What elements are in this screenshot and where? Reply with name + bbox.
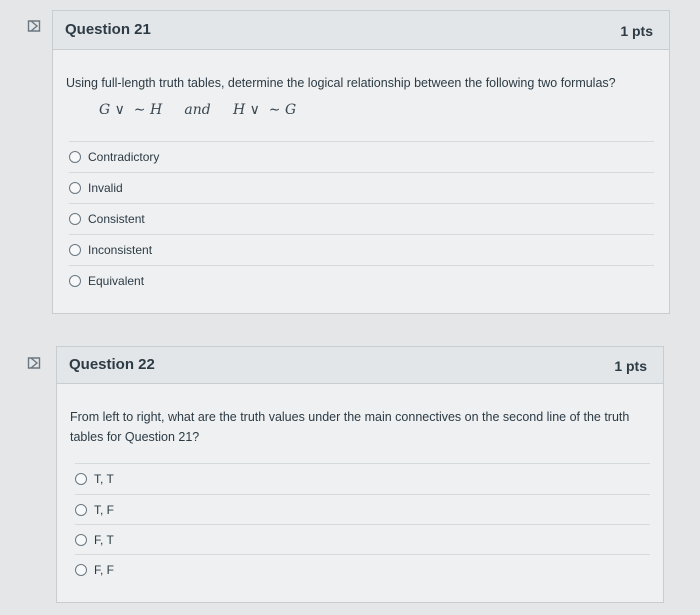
answer-option[interactable] <box>69 141 654 172</box>
question-points: 1 pts <box>620 23 653 39</box>
answer-option[interactable] <box>69 265 654 296</box>
answer-option[interactable] <box>75 494 650 525</box>
question-21-card <box>52 10 670 314</box>
question-prompt: From left to right, what are the truth values under the main connectives on the second line of the truth tables for Question 21? <box>70 410 630 444</box>
answer-option[interactable] <box>75 463 650 494</box>
question-points: 1 pts <box>614 358 647 374</box>
radio-button[interactable] <box>69 275 81 287</box>
question-prompt: Using full-length truth tables, determine the logical relationship between the following two formulas? <box>66 76 616 90</box>
radio-button[interactable] <box>69 182 81 194</box>
answer-label: F, T <box>94 533 114 547</box>
flag-question-icon[interactable] <box>27 19 41 33</box>
radio-button[interactable] <box>69 213 81 225</box>
question-title: Question 22 <box>69 356 155 373</box>
answer-option[interactable] <box>75 524 650 555</box>
answer-option[interactable] <box>75 554 650 585</box>
radio-button[interactable] <box>75 473 87 485</box>
question-21-header <box>53 11 669 50</box>
answer-option[interactable] <box>69 203 654 234</box>
question-22-header <box>57 347 663 384</box>
question-title: Question 21 <box>65 21 151 38</box>
answer-label: Equivalent <box>88 274 145 288</box>
answer-label: F, F <box>94 563 114 577</box>
radio-button[interactable] <box>75 504 87 516</box>
question-22-card <box>56 346 664 603</box>
radio-button[interactable] <box>69 151 81 163</box>
radio-button[interactable] <box>75 564 87 576</box>
formula-text: G ∨ ∼ H and H ∨ ∼ G <box>99 102 297 118</box>
answer-label: T, T <box>94 472 114 486</box>
answer-label: Invalid <box>88 181 123 195</box>
answer-label: Inconsistent <box>88 243 153 257</box>
answer-option[interactable] <box>69 172 654 203</box>
answer-label: Consistent <box>88 212 145 226</box>
answer-label: Contradictory <box>88 150 160 164</box>
flag-question-icon[interactable] <box>27 356 41 370</box>
answer-option[interactable] <box>69 234 654 265</box>
answer-label: T, F <box>94 503 114 517</box>
radio-button[interactable] <box>69 244 81 256</box>
radio-button[interactable] <box>75 534 87 546</box>
